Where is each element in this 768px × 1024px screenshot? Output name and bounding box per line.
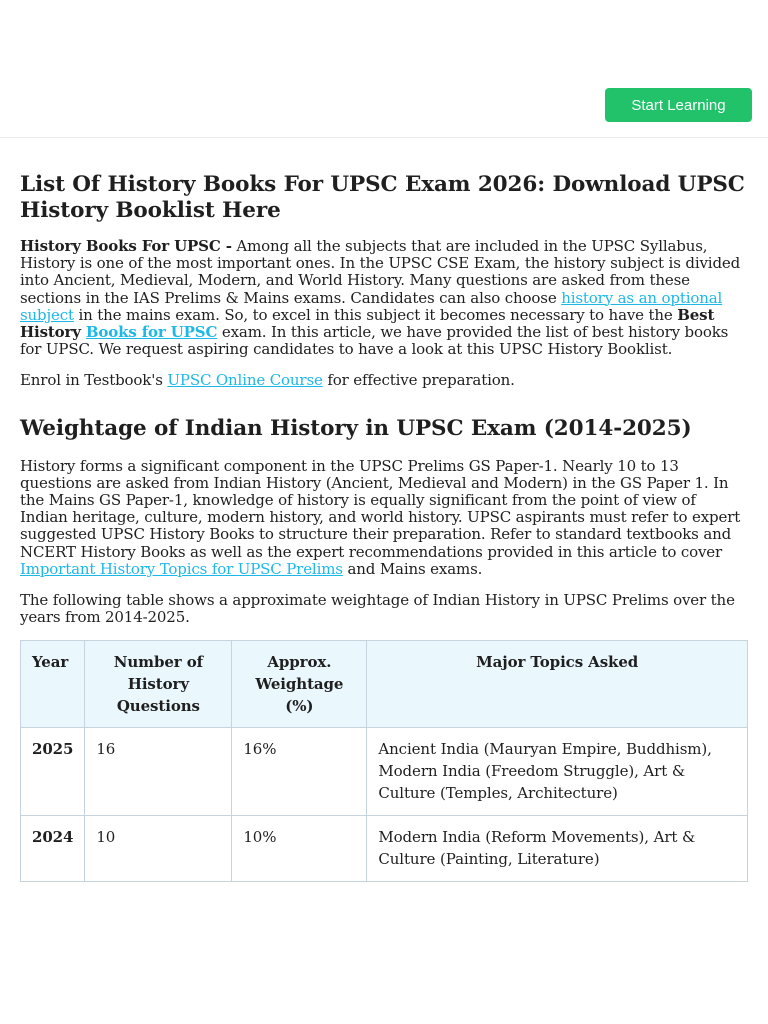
cell-weightage: 16% bbox=[232, 728, 367, 816]
intro-bold-2: Best History bbox=[20, 305, 715, 342]
enrol-text-2: for effective preparation. bbox=[322, 371, 515, 390]
enrol-text-1: Enrol in Testbook's bbox=[20, 371, 168, 390]
article bbox=[20, 172, 748, 882]
section-heading: Weightage of Indian History in UPSC Exam (2014-2025) bbox=[20, 415, 692, 441]
section-text-1: History forms a significant component in the UPSC Prelims GS Paper-1. Nearly 10 to 13 questions are asked from Indian History (Ancient, Medieval and Modern) in the GS Paper 1. In the Mains GS Paper-1, knowledge of history is equally significant from the point of view of Indian heritage, culture, modern history, and world history. UPSC aspirants must refer to expert suggested UPSC History Books to structure their preparation. Refer to standard textbooks and NCERT History Books as well as the expert recommendations provided in this article to cover bbox=[20, 456, 741, 561]
intro-lead: History Books For UPSC - bbox=[20, 237, 232, 255]
header-year: Year bbox=[21, 641, 85, 728]
section-text-2: and Mains exams. bbox=[342, 559, 483, 578]
cell-weightage: 10% bbox=[232, 816, 367, 882]
cell-topics: Modern India (Reform Movements), Art & Culture (Painting, Literature) bbox=[367, 816, 748, 882]
table-row bbox=[21, 728, 748, 816]
intro-text-1: Among all the subjects that are included in the UPSC Syllabus, History is one of the most important ones. In the UPSC CSE Exam, the history subject is divided into Ancient, Medieval, Modern, and World History. Many questions are asked from these sections in the IAS Prelims & Mains exams. Candidates can also choose bbox=[20, 237, 741, 307]
intro-text-2: in the mains exam. So, to excel in this subject it becomes necessary to have the bbox=[73, 305, 678, 324]
cell-year: 2025 bbox=[21, 728, 85, 816]
section-paragraph bbox=[20, 458, 748, 578]
header-questions: Number of History Questions bbox=[85, 641, 232, 728]
header-weightage: Approx. Weightage (%) bbox=[232, 641, 367, 728]
weightage-table bbox=[20, 640, 748, 882]
books-for-upsc-link-label: Books for UPSC bbox=[85, 323, 218, 342]
history-optional-link[interactable]: history as an optional subject bbox=[20, 288, 723, 324]
article-title: List Of History Books For UPSC Exam 2026: Download UPSC History Booklist Here bbox=[20, 172, 745, 223]
cell-questions: 10 bbox=[85, 816, 232, 882]
cell-topics: Ancient India (Mauryan Empire, Buddhism), Modern India (Freedom Struggle), Art & Culture (Temples, Architecture) bbox=[367, 728, 748, 816]
cell-year: 2024 bbox=[21, 816, 85, 882]
cell-questions: 16 bbox=[85, 728, 232, 816]
start-learning-button[interactable]: Start Learning bbox=[605, 88, 752, 122]
table-intro: The following table shows a approximate weightage of Indian History in UPSC Prelims over the years from 2014-2025. bbox=[20, 591, 735, 627]
intro-paragraph bbox=[20, 238, 748, 358]
intro-text-3: exam. In this article, we have provided the list of best history books for UPSC. We request aspiring candidates to have a look at this UPSC History Booklist. bbox=[20, 323, 729, 359]
table-row bbox=[21, 816, 748, 882]
important-topics-link[interactable]: Important History Topics for UPSC Prelims bbox=[20, 559, 343, 578]
books-for-upsc-link[interactable] bbox=[86, 323, 217, 341]
table-header-row bbox=[21, 641, 748, 728]
site-header bbox=[0, 0, 768, 138]
enrol-paragraph bbox=[20, 372, 748, 389]
header-topics: Major Topics Asked bbox=[367, 641, 748, 728]
upsc-online-course-link[interactable]: UPSC Online Course bbox=[167, 371, 323, 390]
